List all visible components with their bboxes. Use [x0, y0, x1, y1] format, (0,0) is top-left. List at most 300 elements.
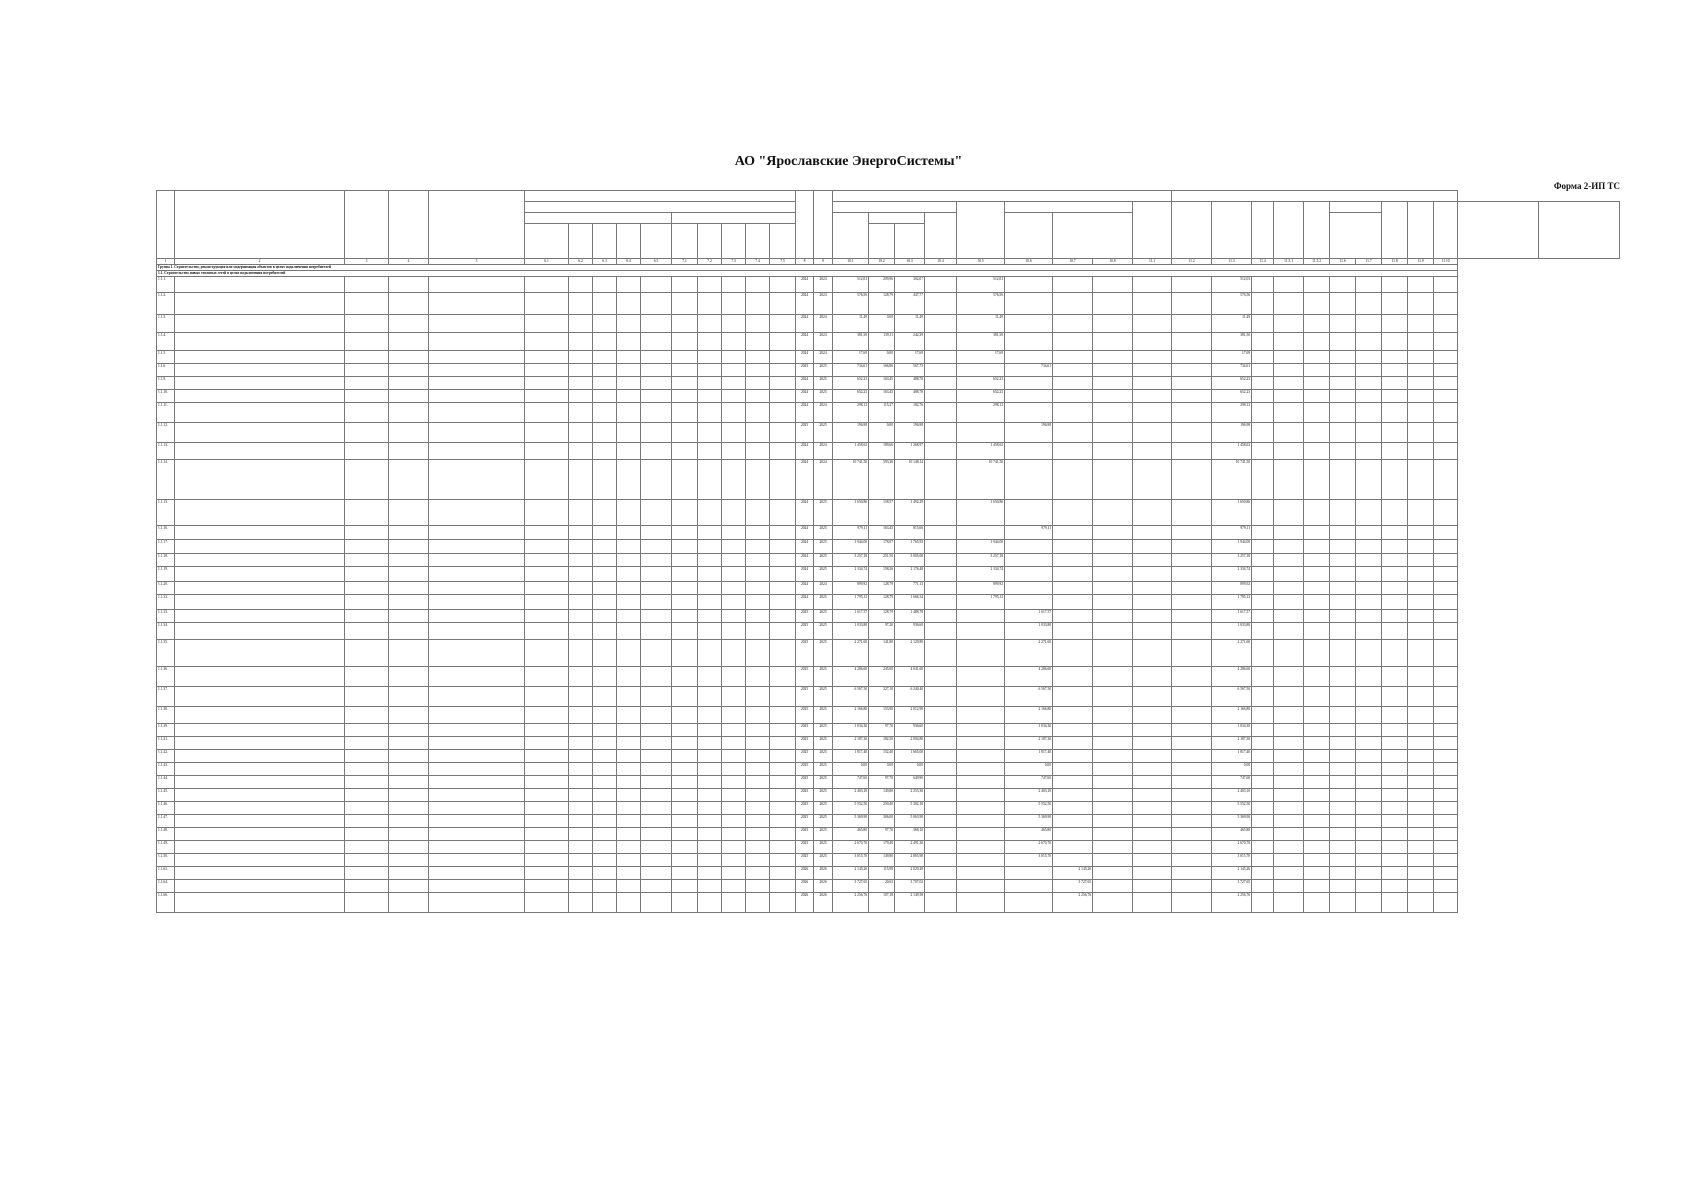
- cost-pir: 149,80: [869, 789, 895, 802]
- financing-2025: 196,98: [1005, 423, 1053, 443]
- table-cell: [1133, 377, 1172, 390]
- row-number: 1.1.17.: [157, 540, 175, 554]
- table-cell: [641, 443, 672, 460]
- table-cell: [593, 841, 617, 854]
- table-cell: [569, 854, 593, 867]
- cost-pir: 327,10: [869, 687, 895, 707]
- cost-smr: 936,60: [895, 724, 925, 737]
- financing-2025: 465,80: [1005, 828, 1053, 841]
- table-cell: [1252, 776, 1274, 789]
- source-amount: 1 650,86: [1212, 500, 1252, 526]
- column-number: 10.2: [869, 259, 895, 265]
- table-cell: [1382, 315, 1408, 333]
- table-cell: [1172, 595, 1212, 610]
- table-cell: [1330, 610, 1356, 623]
- table-row: [157, 595, 1620, 610]
- financing-2024: [957, 526, 1005, 540]
- table-cell: [1382, 333, 1408, 351]
- table-cell: [1356, 443, 1382, 460]
- table-cell: [1133, 540, 1172, 554]
- table-cell: [925, 763, 957, 776]
- cost-pir: 166,86: [869, 364, 895, 377]
- table-cell: [593, 802, 617, 815]
- table-cell: [429, 802, 525, 815]
- table-cell: [525, 687, 569, 707]
- table-cell: [1133, 554, 1172, 567]
- row-number: 1.1.41.: [157, 737, 175, 750]
- table-cell: [175, 351, 345, 364]
- table-cell: [672, 880, 698, 893]
- financing-2024: [957, 667, 1005, 687]
- table-cell: [389, 687, 429, 707]
- financing-2026: [1053, 333, 1093, 351]
- table-cell: [345, 526, 389, 540]
- table-cell: [1252, 351, 1274, 364]
- table-cell: [770, 880, 796, 893]
- table-cell: [617, 582, 641, 595]
- table-cell: [1434, 610, 1458, 623]
- table-cell: [593, 315, 617, 333]
- end-year: 2025: [814, 687, 833, 707]
- cost-pir: 245,00: [869, 667, 895, 687]
- table-cell: [1133, 364, 1172, 377]
- table-cell: [1408, 460, 1434, 500]
- cost-total: 196,98: [833, 423, 869, 443]
- table-cell: [345, 293, 389, 315]
- source-amount: 2 334,74: [1212, 567, 1252, 582]
- table-row: [157, 737, 1620, 750]
- financing-2024: [957, 893, 1005, 913]
- table-cell: [345, 737, 389, 750]
- table-cell: [389, 724, 429, 737]
- cost-total: 4 286,60: [833, 667, 869, 687]
- table-cell: [175, 610, 345, 623]
- table-cell: [672, 623, 698, 640]
- table-cell: [1356, 293, 1382, 315]
- table-cell: [641, 460, 672, 500]
- cost-smr: 5 302,10: [895, 802, 925, 815]
- row-number: 1.1.15.: [157, 500, 175, 526]
- table-cell: [746, 423, 770, 443]
- table-cell: [770, 667, 796, 687]
- table-cell: [569, 707, 593, 724]
- table-row: [157, 315, 1620, 333]
- table-row: [157, 867, 1620, 880]
- financing-2024: [957, 776, 1005, 789]
- table-cell: [1304, 815, 1330, 828]
- table-cell: [593, 423, 617, 443]
- source-amount: 5 369,90: [1212, 815, 1252, 828]
- table-cell: [569, 867, 593, 880]
- table-cell: [1408, 724, 1434, 737]
- table-cell: [1408, 277, 1434, 293]
- table-cell: [672, 750, 698, 763]
- table-cell: [525, 443, 569, 460]
- table-cell: [746, 880, 770, 893]
- table-cell: [175, 390, 345, 403]
- start-year: 2024: [796, 460, 814, 500]
- table-cell: [1133, 403, 1172, 423]
- table-cell: [1304, 351, 1330, 364]
- column-number: 11.1: [1133, 259, 1172, 265]
- table-cell: [1434, 750, 1458, 763]
- table-cell: [1252, 377, 1274, 390]
- table-cell: [925, 540, 957, 554]
- financing-2026: [1053, 567, 1093, 582]
- table-cell: [1133, 315, 1172, 333]
- table-cell: [389, 815, 429, 828]
- table-cell: [593, 640, 617, 667]
- source-amount: 10 741,50: [1212, 460, 1252, 500]
- table-cell: [569, 293, 593, 315]
- table-cell: [389, 707, 429, 724]
- table-cell: [525, 854, 569, 867]
- start-year: 2024: [796, 315, 814, 333]
- table-cell: [925, 789, 957, 802]
- source-amount: 1 617,57: [1212, 610, 1252, 623]
- table-cell: [175, 724, 345, 737]
- table-cell: [617, 854, 641, 867]
- table-cell: [1093, 403, 1133, 423]
- table-cell: [746, 893, 770, 913]
- table-cell: [525, 403, 569, 423]
- table-cell: [1304, 854, 1330, 867]
- table-row: [157, 750, 1620, 763]
- column-number: 6.3: [593, 259, 617, 265]
- table-cell: [345, 423, 389, 443]
- table-cell: [175, 687, 345, 707]
- financing-2026: [1053, 707, 1093, 724]
- table-cell: [722, 802, 746, 815]
- start-year: 2024: [796, 554, 814, 567]
- cost-total: 465,80: [833, 828, 869, 841]
- table-cell: [1172, 390, 1212, 403]
- row-number: 1.1.18.: [157, 554, 175, 567]
- end-year: 2026: [814, 893, 833, 913]
- row-number: 1.1.9.: [157, 377, 175, 390]
- table-cell: [1330, 867, 1356, 880]
- start-year: 2025: [796, 854, 814, 867]
- table-cell: [429, 554, 525, 567]
- financing-2024: [957, 364, 1005, 377]
- table-cell: [698, 667, 722, 687]
- cost-total: 1 617,57: [833, 610, 869, 623]
- table-cell: [389, 500, 429, 526]
- table-cell: [698, 789, 722, 802]
- row-number: 1.1.32.: [157, 595, 175, 610]
- financing-2026: [1053, 667, 1093, 687]
- table-cell: [770, 595, 796, 610]
- table-cell: [1133, 867, 1172, 880]
- financing-2024: [957, 724, 1005, 737]
- table-cell: [525, 802, 569, 815]
- end-year: 2025: [814, 640, 833, 667]
- row-number: 1.1.43.: [157, 763, 175, 776]
- start-year: 2025: [796, 707, 814, 724]
- table-cell: [569, 333, 593, 351]
- subgroup-title: 1.1. Строительство новых тепловых сетей в целях подключения потребителей: [157, 271, 1458, 277]
- table-cell: [1172, 841, 1212, 854]
- table-cell: [1356, 776, 1382, 789]
- table-cell: [672, 610, 698, 623]
- table-cell: [1252, 707, 1274, 724]
- table-cell: [1093, 582, 1133, 595]
- table-cell: [525, 841, 569, 854]
- table-cell: [1274, 423, 1304, 443]
- financing-2024: [957, 802, 1005, 815]
- cost-smr: 10 148,14: [895, 460, 925, 500]
- table-cell: [1304, 893, 1330, 913]
- start-year: 2025: [796, 841, 814, 854]
- financing-2025: [1005, 595, 1053, 610]
- table-cell: [672, 364, 698, 377]
- financing-2025: [1005, 351, 1053, 364]
- table-cell: [1252, 867, 1274, 880]
- row-number: 1.1.16.: [157, 526, 175, 540]
- cost-pir: 251,50: [869, 554, 895, 567]
- cost-smr: 567,75: [895, 364, 925, 377]
- table-cell: [925, 815, 957, 828]
- table-cell: [1093, 315, 1133, 333]
- financing-2026: [1053, 610, 1093, 623]
- table-cell: [746, 667, 770, 687]
- table-cell: [925, 460, 957, 500]
- cost-pir: 97,70: [869, 724, 895, 737]
- table-cell: [617, 443, 641, 460]
- table-cell: [925, 776, 957, 789]
- table-cell: [698, 893, 722, 913]
- table-cell: [429, 377, 525, 390]
- table-cell: [1434, 707, 1458, 724]
- table-cell: [1330, 623, 1356, 640]
- table-cell: [1304, 423, 1330, 443]
- financing-2024: [957, 815, 1005, 828]
- source-amount: 6 567,50: [1212, 687, 1252, 707]
- table-cell: [698, 333, 722, 351]
- cost-smr: 6 240,40: [895, 687, 925, 707]
- cost-pir: 306,00: [869, 815, 895, 828]
- financing-2025: 2 166,80: [1005, 707, 1053, 724]
- table-cell: [389, 595, 429, 610]
- column-number: 6.4: [617, 259, 641, 265]
- cost-total: 512,03: [833, 277, 869, 293]
- table-cell: [617, 364, 641, 377]
- table-cell: [722, 364, 746, 377]
- column-number: 7.5: [770, 259, 796, 265]
- table-cell: [698, 841, 722, 854]
- start-year: 2024: [796, 333, 814, 351]
- financing-2026: [1053, 789, 1093, 802]
- source-amount: 196,98: [1212, 423, 1252, 443]
- table-cell: [1434, 737, 1458, 750]
- table-cell: [641, 880, 672, 893]
- row-number: 1.1.48.: [157, 828, 175, 841]
- cost-total: 734,61: [833, 364, 869, 377]
- column-number: 11.10: [1434, 259, 1458, 265]
- row-number: 1.1.37.: [157, 687, 175, 707]
- table-cell: [1093, 867, 1133, 880]
- end-year: 2024: [814, 403, 833, 423]
- table-cell: [525, 582, 569, 595]
- financing-2025: 4 286,60: [1005, 667, 1053, 687]
- table-cell: [1330, 443, 1356, 460]
- end-year: 2025: [814, 567, 833, 582]
- table-cell: [925, 377, 957, 390]
- table-cell: [1356, 567, 1382, 582]
- table-cell: [722, 737, 746, 750]
- cost-total: 652,23: [833, 390, 869, 403]
- financing-2026: [1053, 724, 1093, 737]
- table-cell: [1330, 763, 1356, 776]
- table-cell: [1382, 737, 1408, 750]
- source-amount: 3 015,70: [1212, 854, 1252, 867]
- row-number: 1.1.47.: [157, 815, 175, 828]
- table-cell: [698, 500, 722, 526]
- start-year: 2025: [796, 815, 814, 828]
- table-cell: [746, 315, 770, 333]
- table-cell: [698, 277, 722, 293]
- financing-2024: 10 741,50: [957, 460, 1005, 500]
- table-cell: [1133, 854, 1172, 867]
- table-cell: [569, 763, 593, 776]
- table-cell: [1408, 707, 1434, 724]
- table-cell: [1356, 623, 1382, 640]
- table-cell: [672, 403, 698, 423]
- table-cell: [1133, 841, 1172, 854]
- table-cell: [1382, 293, 1408, 315]
- table-cell: [525, 540, 569, 554]
- table-cell: [345, 828, 389, 841]
- table-cell: [389, 582, 429, 595]
- table-cell: [1093, 277, 1133, 293]
- table-cell: [1408, 554, 1434, 567]
- table-cell: [617, 724, 641, 737]
- cost-total: 3 257,18: [833, 554, 869, 567]
- cost-total: 381,50: [833, 333, 869, 351]
- column-number: 4: [389, 259, 429, 265]
- column-number: 2: [175, 259, 345, 265]
- table-cell: [569, 526, 593, 540]
- table-cell: [925, 364, 957, 377]
- table-cell: [1382, 595, 1408, 610]
- financing-2026: [1053, 460, 1093, 500]
- financing-2024: [957, 610, 1005, 623]
- table-cell: [389, 667, 429, 687]
- financing-2026: [1053, 802, 1093, 815]
- table-cell: [1133, 277, 1172, 293]
- financing-2025: [1005, 540, 1053, 554]
- table-cell: [1434, 443, 1458, 460]
- cost-pir: 149,80: [869, 854, 895, 867]
- cost-total: 1 034,30: [833, 724, 869, 737]
- financing-2026: [1053, 776, 1093, 789]
- table-cell: [617, 293, 641, 315]
- financing-2024: [957, 763, 1005, 776]
- table-cell: [1408, 841, 1434, 854]
- source-amount: 1 033,80: [1212, 623, 1252, 640]
- financing-2026: [1053, 540, 1093, 554]
- financing-2026: [1053, 423, 1093, 443]
- source-amount: 1 034,30: [1212, 724, 1252, 737]
- table-cell: [1274, 277, 1304, 293]
- financing-2025: 3 015,70: [1005, 854, 1053, 867]
- financing-2025: 6 567,50: [1005, 687, 1053, 707]
- table-cell: [698, 737, 722, 750]
- column-number: 10.1: [833, 259, 869, 265]
- table-cell: [175, 667, 345, 687]
- table-cell: [1330, 377, 1356, 390]
- table-cell: [429, 640, 525, 667]
- table-cell: [1434, 403, 1458, 423]
- table-cell: [698, 423, 722, 443]
- table-cell: [1274, 315, 1304, 333]
- table-cell: [525, 724, 569, 737]
- end-year: 2024: [814, 333, 833, 351]
- table-cell: [1330, 364, 1356, 377]
- table-cell: [1434, 595, 1458, 610]
- table-cell: [1408, 867, 1434, 880]
- table-cell: [569, 640, 593, 667]
- table-cell: [641, 364, 672, 377]
- table-cell: [1093, 893, 1133, 913]
- table-cell: [389, 443, 429, 460]
- table-cell: [1252, 315, 1274, 333]
- table-cell: [722, 460, 746, 500]
- end-year: 2025: [814, 750, 833, 763]
- table-cell: [593, 403, 617, 423]
- table-cell: [770, 687, 796, 707]
- table-cell: [641, 526, 672, 540]
- table-row: [157, 893, 1620, 913]
- table-cell: [1093, 364, 1133, 377]
- table-row: [157, 763, 1620, 776]
- table-cell: [1093, 390, 1133, 403]
- cost-total: 2 256,76: [833, 893, 869, 913]
- table-cell: [746, 724, 770, 737]
- table-cell: [1304, 582, 1330, 595]
- table-cell: [641, 737, 672, 750]
- table-cell: [1304, 623, 1330, 640]
- table-cell: [389, 789, 429, 802]
- table-cell: [641, 277, 672, 293]
- table-cell: [1434, 315, 1458, 333]
- table-cell: [746, 867, 770, 880]
- table-row: [157, 828, 1620, 841]
- table-cell: [1304, 333, 1330, 351]
- column-number: 7.1: [672, 259, 698, 265]
- table-cell: [698, 867, 722, 880]
- table-cell: [569, 364, 593, 377]
- table-cell: [1252, 526, 1274, 540]
- table-cell: [1252, 623, 1274, 640]
- column-number: 7.4: [746, 259, 770, 265]
- table-cell: [925, 687, 957, 707]
- column-number: 6.2: [569, 259, 593, 265]
- column-number: 3: [345, 259, 389, 265]
- table-cell: [698, 540, 722, 554]
- table-cell: [672, 443, 698, 460]
- start-year: 2025: [796, 364, 814, 377]
- start-year: 2024: [796, 390, 814, 403]
- table-cell: [1434, 526, 1458, 540]
- table-cell: [617, 567, 641, 582]
- table-cell: [770, 390, 796, 403]
- table-cell: [593, 789, 617, 802]
- table-cell: [1408, 802, 1434, 815]
- column-number: 11.7: [1356, 259, 1382, 265]
- end-year: 2024: [814, 582, 833, 595]
- table-cell: [1252, 460, 1274, 500]
